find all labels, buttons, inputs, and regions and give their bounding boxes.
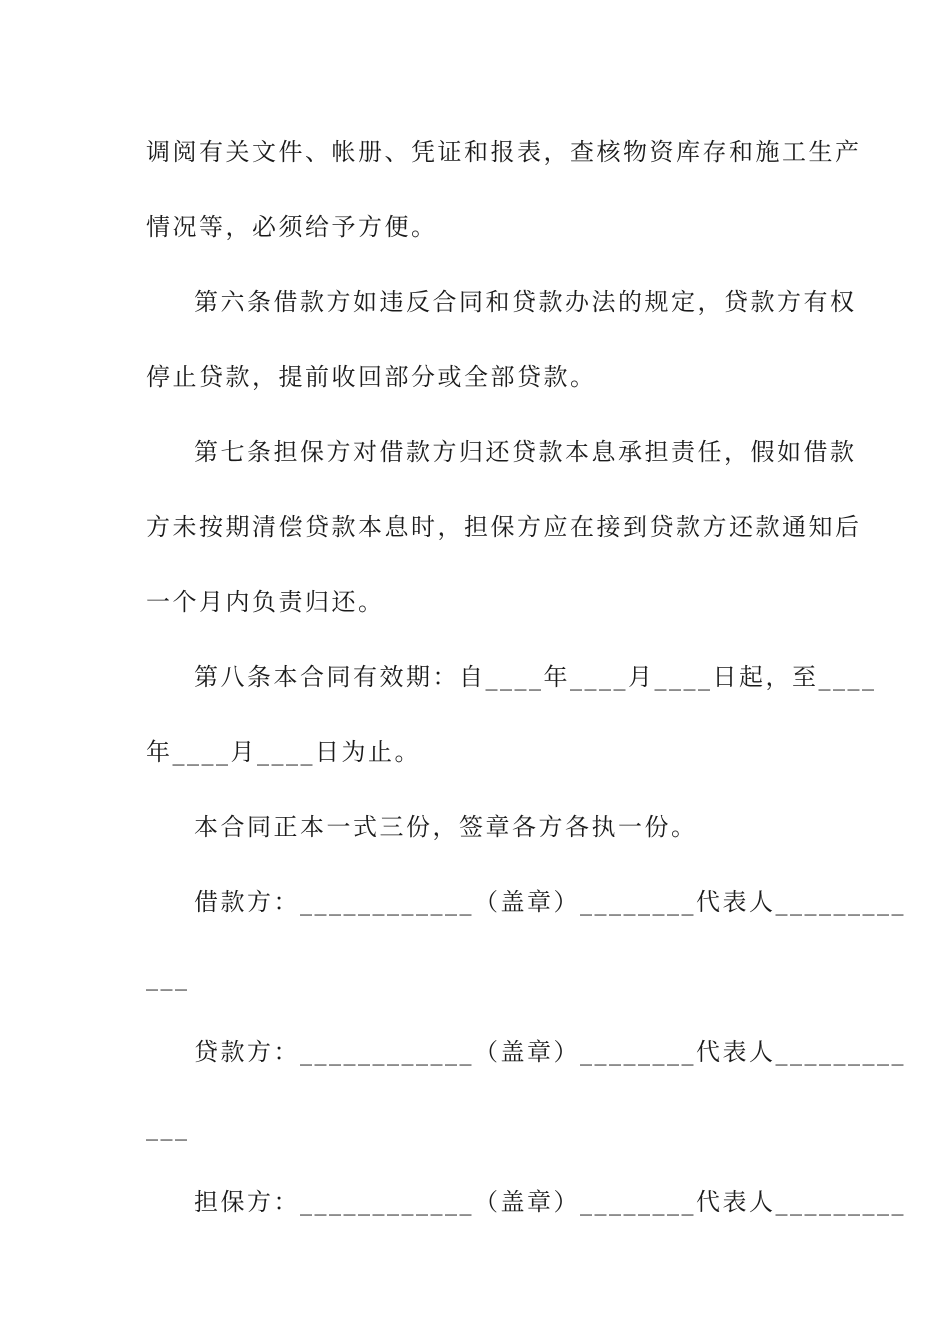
paragraph-line-2: 情况等，必须给予方便。 <box>146 213 438 241</box>
copies-clause: 本合同正本一式三份，签章各方各执一份。 <box>194 813 698 841</box>
article-seven-line-2: 方未按期清偿贷款本息时，担保方应在接到贷款方还款通知后 <box>146 513 862 541</box>
borrower-signature-continuation: ___ <box>146 963 190 991</box>
article-six-line-2: 停止贷款，提前收回部分或全部贷款。 <box>146 363 597 391</box>
borrower-signature-line: 借款方：____________（盖章）________代表人_________ <box>194 888 906 916</box>
paragraph-line-1: 调阅有关文件、帐册、凭证和报表，查核物资库存和施工生产 <box>146 138 862 166</box>
lender-signature-line: 贷款方：____________（盖章）________代表人_________ <box>194 1038 906 1066</box>
article-seven-line-3: 一个月内负责归还。 <box>146 588 385 616</box>
lender-signature-continuation: ___ <box>146 1113 190 1141</box>
article-eight-line-2: 年____月____日为止。 <box>146 738 421 766</box>
guarantor-signature-line: 担保方：____________（盖章）________代表人_________ <box>194 1188 906 1216</box>
article-six-line-1: 第六条借款方如违反合同和贷款办法的规定，贷款方有权 <box>194 288 857 316</box>
article-seven-line-1: 第七条担保方对借款方归还贷款本息承担责任，假如借款 <box>194 438 857 466</box>
article-eight-line-1: 第八条本合同有效期：自____年____月____日起，至____ <box>194 663 877 691</box>
